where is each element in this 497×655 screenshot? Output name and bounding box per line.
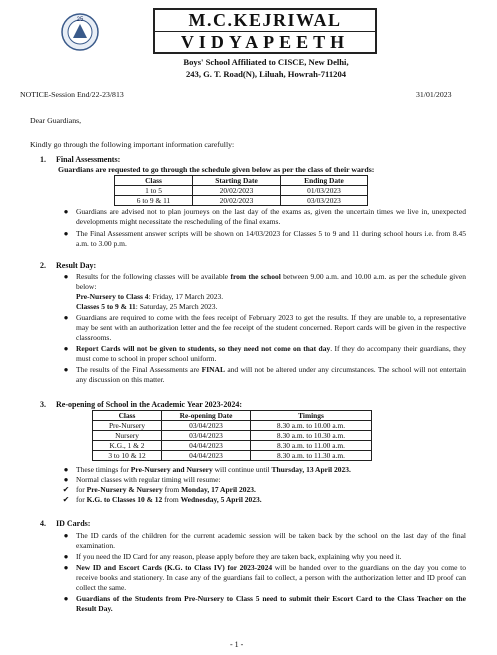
section-3-heading — [40, 400, 242, 410]
bullet-icon: ● — [63, 552, 69, 561]
bullet-text: If you need the ID Card for any reason, please apply before they are taken back, explaining why you need it. — [76, 552, 402, 561]
table-header: Class — [115, 176, 193, 186]
bullet-icon: ● — [63, 365, 69, 374]
bullet-icon: ● — [63, 229, 69, 238]
table-cell: K.G., 1 & 2 — [93, 441, 162, 451]
table-row — [115, 196, 368, 206]
bullet-text: between 9.00 a.m. and 10.00 a.m. as per the schedule given below: — [76, 272, 466, 291]
bullet-icon: ● — [63, 344, 69, 353]
affiliation-line1: Boys' School Affiliated to CISCE, New Delhi, — [183, 57, 349, 67]
bullet-bold-text: Guardians of the Students from Pre-Nursery to Class 5 need to submit their Escort Card to the Class Teacher on the Result Day. — [76, 594, 466, 613]
intro-text: Kindly go through the following important information carefully: — [30, 140, 235, 149]
school-crest-icon — [60, 12, 100, 52]
table-cell: 03/03/2023 — [281, 196, 368, 206]
table-header: Re-opening Date — [162, 411, 251, 421]
bullet-bold-text: Report Cards will not be given to students, so they need not come on that day — [76, 344, 331, 353]
result-class-range: Classes 5 to 9 & 11 — [76, 302, 136, 311]
section-number: 1. — [40, 155, 46, 164]
list-item — [56, 272, 466, 292]
reopening-table — [92, 410, 372, 461]
bullet-icon: ● — [63, 531, 69, 540]
section-title: Result Day: — [56, 261, 97, 270]
table-header: Timings — [251, 411, 372, 421]
section-2-bullets — [56, 272, 466, 385]
table-cell: 8.30 a.m. to 11.30 a.m. — [251, 451, 372, 461]
result-date: : Friday, 17 March 2023. — [148, 292, 224, 301]
bullet-bold-text: Pre-Nursery & Nursery — [86, 485, 163, 494]
bullet-icon: ● — [63, 475, 69, 484]
table-row — [93, 451, 372, 461]
section-title: Final Assessments: — [56, 155, 121, 164]
bullet-text: . If they do accompany their guardians, they must come to school in proper school uniform. — [76, 344, 467, 363]
affiliation-line2: 243, G. T. Road(N), Liluah, Howrah-711204 — [185, 69, 347, 79]
bullet-text: from — [162, 495, 181, 504]
list-item — [56, 465, 466, 475]
bullet-text: Results for the following classes will be available — [76, 272, 231, 281]
table-cell: 03/04/2023 — [162, 431, 251, 441]
table-cell: 20/02/2023 — [193, 196, 281, 206]
school-name-box — [153, 8, 377, 54]
table-cell: 20/02/2023 — [193, 186, 281, 196]
table-cell: 6 to 9 & 11 — [115, 196, 193, 206]
section-number: 3. — [40, 400, 46, 409]
table-header: Class — [93, 411, 162, 421]
table-cell: 03/04/2023 — [162, 421, 251, 431]
result-date: : Saturday, 25 March 2023. — [135, 302, 218, 311]
bullet-bold-text: K.G. to Classes 10 & 12 — [86, 495, 163, 504]
list-item — [56, 485, 466, 495]
table-cell: 8.30 a.m. to 10.30 a.m. — [251, 431, 372, 441]
bullet-bold-text: from the school — [230, 272, 281, 281]
bullet-icon: ● — [63, 207, 69, 216]
bullet-text: from — [162, 485, 182, 494]
table-header-row — [115, 176, 368, 186]
bullet-text: for — [76, 485, 87, 494]
crest-number: 25 — [76, 17, 84, 23]
table-cell: 01/03/2023 — [281, 186, 368, 196]
table-cell: 3 to 10 & 12 — [93, 451, 162, 461]
bullet-icon: ● — [63, 563, 69, 572]
bullet-text: The Final Assessment answer scripts will be shown on 14/03/2023 for Classes 5 to 9 and 11 during school hours i.e. from 8.45 a.m. to 3.00 p.m. — [76, 229, 466, 248]
bullet-text: These timings for — [76, 465, 131, 474]
list-item — [56, 475, 466, 485]
table-cell: Nursery — [93, 431, 162, 441]
list-item — [56, 313, 466, 343]
table-cell: 04/04/2023 — [162, 451, 251, 461]
bullet-text: Normal classes with regular timing will resume: — [76, 475, 221, 484]
section-3-bullets — [56, 465, 466, 505]
bullet-icon: ● — [63, 465, 69, 474]
bullet-text: and will not be altered under any circumstances. The school will not entertain any discussion on this matter. — [76, 365, 466, 384]
section-title: ID Cards: — [56, 519, 91, 528]
bullet-text: will be handed over to the guardians on the day you come to receive books and stationery. In case any of the guardians fail to collect, a person with the authorization letter and ID proof can collect the same. — [76, 563, 466, 592]
section-1-bullets — [56, 207, 466, 249]
bullet-text: The ID cards of the children for the current academic session will be taken back by the school on the last day of the final examination. — [76, 531, 466, 550]
list-item — [56, 552, 466, 562]
notice-reference: NOTICE-Session End/22-23/813 — [20, 90, 124, 99]
table-cell: 8.30 a.m. to 10.00 a.m. — [251, 421, 372, 431]
bullet-bold-text: Monday, 17 April 2023. — [181, 485, 256, 494]
table-row — [93, 431, 372, 441]
section-1-heading — [40, 155, 120, 165]
final-assessment-table — [114, 175, 368, 206]
school-name-line2: VIDYAPEETH — [180, 32, 350, 52]
section-2-heading — [40, 261, 96, 271]
list-item — [56, 531, 466, 551]
section-title: Re-opening of School in the Academic Year 2023-2024: — [56, 400, 242, 409]
bullet-bold-text: New ID and Escort Cards (K.G. to Class IV) for 2023-2024 — [76, 563, 273, 572]
section-number: 2. — [40, 261, 46, 270]
bullet-text: Guardians are advised not to plan journeys on the last day of the exams as, given the uncertain times we live in, unexpected developments might necessitate the rescheduling of the final exams. — [76, 207, 466, 226]
section-4-heading — [40, 519, 90, 529]
bullet-icon: ● — [63, 594, 69, 603]
table-header: Starting Date — [193, 176, 281, 186]
school-affiliation — [150, 56, 382, 80]
bullet-text: for — [76, 495, 87, 504]
list-item — [56, 207, 466, 227]
table-header: Ending Date — [281, 176, 368, 186]
bullet-text: The results of the Final Assessments are — [76, 365, 202, 374]
table-cell: 1 to 5 — [115, 186, 193, 196]
list-item — [56, 365, 466, 385]
school-name-line1: M.C.KEJRIWAL — [155, 10, 375, 32]
bullet-text: will continue until — [212, 465, 272, 474]
result-schedule-line — [56, 292, 466, 302]
section-1-subheading: Guardians are requested to go through the schedule given below as per the class of their wards: — [58, 165, 375, 174]
bullet-text: Guardians are required to come with the fees receipt of February 2023 to get the results. If they are unable to, a representative may be sent with an authorization letter and the fee receipt of the student concerned. Report cards will be given in the respective classrooms. — [76, 313, 466, 342]
bullet-bold-text: Wednesday, 5 April 2023. — [180, 495, 262, 504]
list-item — [56, 563, 466, 593]
list-item — [56, 594, 466, 614]
notice-date: 31/01/2023 — [416, 90, 452, 99]
table-cell: 04/04/2023 — [162, 441, 251, 451]
table-cell: 8.30 a.m. to 11.00 a.m. — [251, 441, 372, 451]
checkmark-icon: ✔ — [62, 495, 70, 504]
bullet-icon: ● — [63, 272, 69, 281]
result-class-range: Pre-Nursery to Class 4 — [76, 292, 149, 301]
table-row — [93, 421, 372, 431]
list-item — [56, 495, 466, 505]
bullet-bold-text: FINAL — [201, 365, 225, 374]
list-item — [56, 229, 466, 249]
section-number: 4. — [40, 519, 46, 528]
table-header-row — [93, 411, 372, 421]
table-row — [93, 441, 372, 451]
checkmark-icon: ✔ — [62, 485, 70, 494]
greeting: Dear Guardians, — [30, 116, 82, 125]
bullet-bold-text: Pre-Nursery and Nursery — [130, 465, 213, 474]
table-row — [115, 186, 368, 196]
section-4-bullets — [56, 531, 466, 614]
bullet-icon: ● — [63, 313, 69, 322]
table-cell: Pre-Nursery — [93, 421, 162, 431]
result-schedule-line — [56, 302, 466, 312]
page-number: - 1 - — [230, 640, 244, 649]
list-item — [56, 344, 466, 364]
bullet-bold-text: Thursday, 13 April 2023. — [271, 465, 351, 474]
